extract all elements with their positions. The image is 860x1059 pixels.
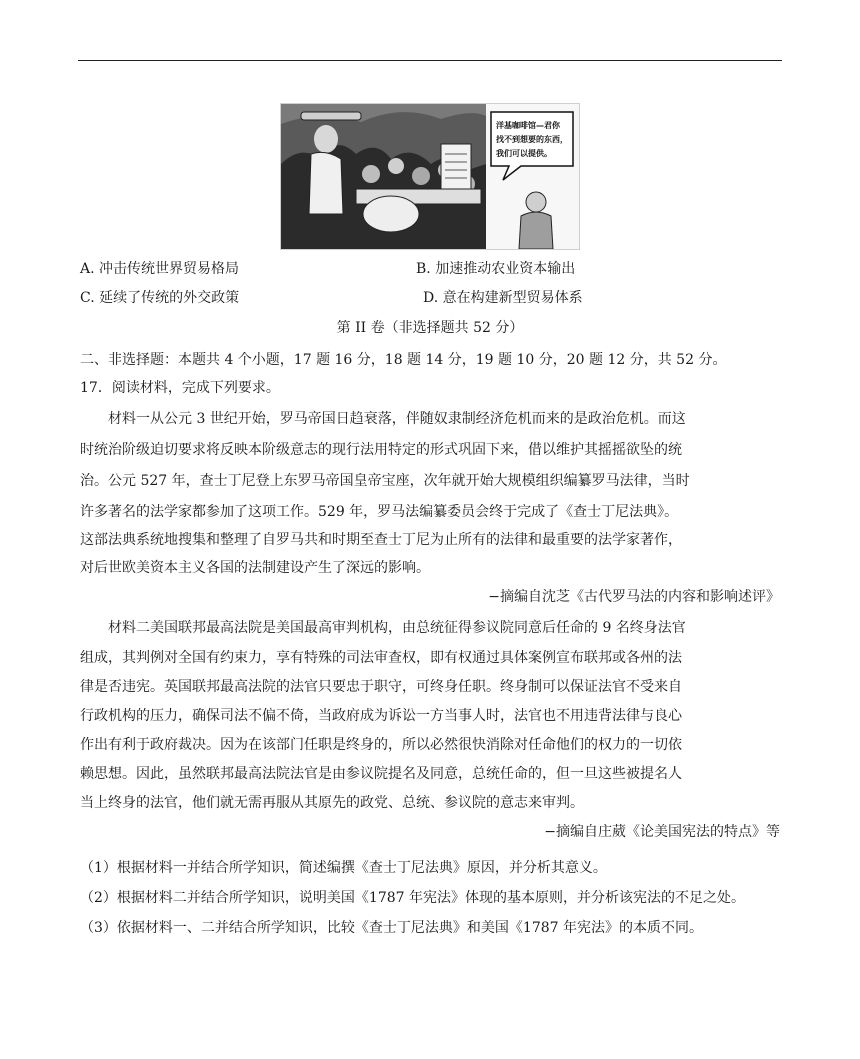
subquestion-2: （2）根据材料二并结合所学知识，说明美国《1787 年宪法》体现的基本原则，并分析该宪法的不足之处。	[80, 890, 745, 906]
material1-line: 对后世欧美资本主义各国的法制建设产生了深远的影响。	[80, 560, 430, 576]
speech-line-2: 找不到想要的东西，	[496, 135, 568, 144]
cartoon-image	[280, 103, 580, 250]
material2-line: 材料二美国联邦最高法院是美国最高审判机构，由总统征得参议院同意后任命的 9 名终身法官	[108, 620, 686, 636]
option-b: B. 加速推动农业资本输出	[416, 261, 576, 277]
material1-line: 许多著名的法学家都参加了这项工作。529 年，罗马法编纂委员会终于完成了《查士丁尼法典》。	[80, 504, 679, 520]
material1-source: −摘编自沈芝《古代罗马法的内容和影响述评》	[488, 589, 780, 605]
material1-line: 这部法典系统地搜集和整理了自罗马共和时期至查士丁尼为止所有的法律和最重要的法学家著作，	[80, 532, 682, 548]
material2-line: 律是否违宪。英国联邦最高法院的法官只要忠于职守，可终身任职。终身制可以保证法官不受来自	[80, 679, 682, 695]
material2-line: 行政机构的压力，确保司法不偏不倚，当政府成为诉讼一方当事人时，法官也不用违背法律与良心	[80, 708, 682, 724]
cartoon-illustration	[281, 104, 579, 249]
material2-line: 组成，其判例对全国有约束力，享有特殊的司法审查权，即有权通过具体案例宣布联邦或各州的法	[80, 650, 682, 666]
material2-line: 赖思想。因此，虽然联邦最高法院法官是由参议院提名及同意，总统任命的，但一旦这些被提名人	[80, 766, 682, 782]
speech-line-3: 我们可以提供。	[496, 149, 552, 158]
section-title: 第 II 卷（非选择题共 52 分）	[336, 320, 524, 336]
option-c: C. 延续了传统的外交政策	[80, 290, 240, 306]
material2-line: 作出有利于政府裁决。因为在该部门任职是终身的，所以必然很快消除对任命他们的权力的一切依	[80, 737, 682, 753]
subquestion-1: （1）根据材料一并结合所学知识，简述编撰《查士丁尼法典》原因，并分析其意义。	[80, 860, 607, 876]
header-rule	[78, 60, 782, 61]
question-17-stem: 17．阅读材料，完成下列要求。	[80, 380, 280, 396]
material2-line: 当上终身的法官，他们就无需再服从其原先的政党、总统、参议院的意志来审判。	[80, 795, 584, 811]
material1-line: 材料一从公元 3 世纪开始，罗马帝国日趋衰落，伴随奴隶制经济危机而来的是政治危机。而这	[108, 411, 686, 427]
material2-source: −摘编自庄葳《论美国宪法的特点》等	[544, 824, 780, 840]
option-a: A. 冲击传统世界贸易格局	[80, 261, 240, 277]
material1-line: 时统治阶级迫切要求将反映本阶级意志的现行法用特定的形式巩固下来，借以维护其摇摇欲坠的统	[80, 442, 682, 458]
section-instruction: 二、非选择题：本题共 4 个小题，17 题 16 分，18 题 14 分，19 题 10 分，20 题 12 分，共 52 分。	[80, 352, 727, 368]
material1-line: 治。公元 527 年，查士丁尼登上东罗马帝国皇帝宝座，次年就开始大规模组织编纂罗马法律，当时	[80, 473, 690, 489]
subquestion-3: （3）依据材料一、二并结合所学知识，比较《查士丁尼法典》和美国《1787 年宪法》的本质不同。	[80, 920, 703, 936]
speech-line-1: 洋基咖啡馆—君你	[496, 121, 560, 130]
option-d: D. 意在构建新型贸易体系	[423, 290, 583, 306]
